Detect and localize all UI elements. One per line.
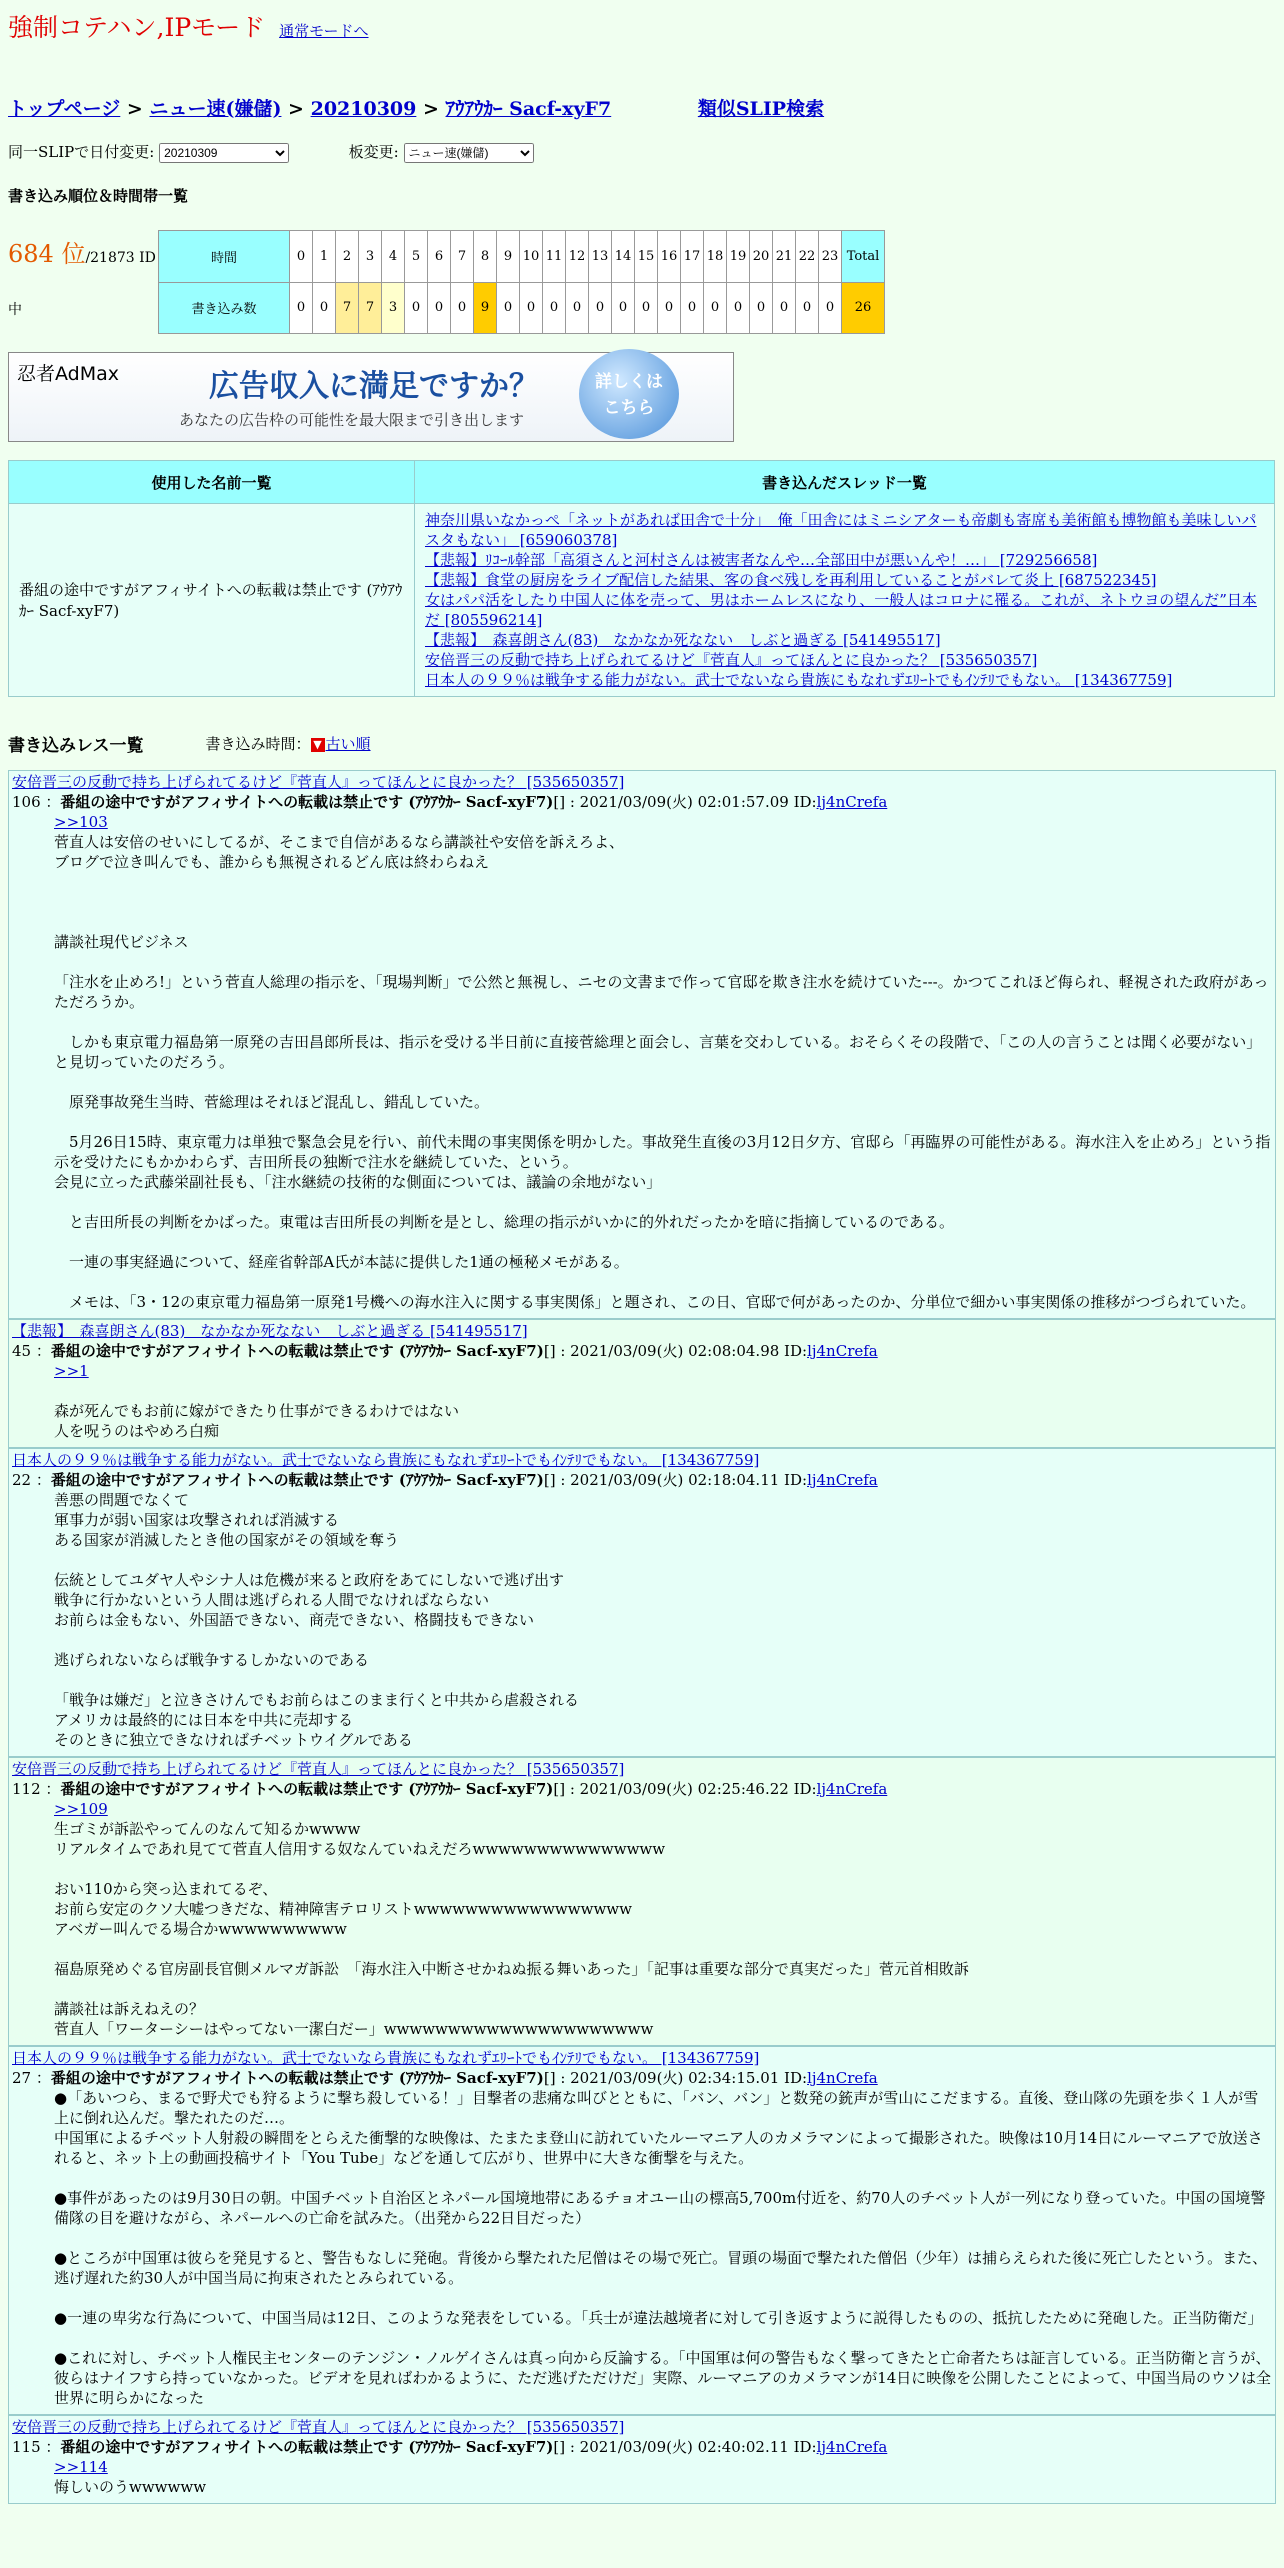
post-body: ●「あいつら、まるで野犬でも狩るように撃ち殺している！」目撃者の悲痛な叫びとともに、「バン、バン」と数発の銃声が雪山にこだまする。直後、登山隊の先頭を歩く１人が雪上に倒れ込んだ。撃たれたのだ…。 中国軍によるチベット人射殺の瞬間をとらえた衝撃的な映像は、たまたま登山に訪れていたルーマニア人のカメラマンによって撮影された。映像は10月14日にルーマニアで放送されると、ネット上の動画投稿サイト「You Tube」などを通して広がり、世界中に大きな衝撃を与えた。 ●事件があったのは9月30日の朝。中国チベット自治区とネパール国境地帯にあるチョオユー山の標高5,700m付近を、約70人のチベット人が一列になり登っていた。中国の国境警備隊の目を避けながら、ネパールへの亡命を試みた。（出発から22日目だった） ●ところが中国軍は彼らを発見すると、警告もなしに発砲。背後から撃たれた尼僧はその場で死亡。冒頭の場面で撃たれた僧侶（少年）は捕らえられた後に死亡したという。また、逃げ遅れた約30人が中国当局に拘束されたとみられている。 ●一連の卑劣な行為について、中国当局は12日、このような発表をしている。「兵士が違法越境者に対して引き返すように説得したものの、抵抗したために発砲した。正当防衛だ」 ●これに対し、チベット人権民主センターのテンジン・ノルゲイさんは真っ向から反論する。「中国軍は何の警告もなく撃ってきたと亡命者たちは証言している。正当防衛と言うが、彼らはナイフすら持っていなかった。ビデオを見ればわかるように、ただ逃げただけだ」実際、ルーマニアのカメラマンが14日に映像を公開したことによって、中国当局のウソは全世界に明らかになった	[54, 2089, 1271, 2407]
used-name: 番組の途中ですがアフィサイトへの転載は禁止です (ｱｳｱｳｶｰ Sacf-xyF7)	[9, 504, 415, 697]
post-body: 森が死んでもお前に嫁ができたり仕事ができるわけではない 人を呪うのはやめろ白痴	[54, 1402, 460, 1440]
post-meta: [] : 2021/03/09(火) 02:01:57.09 ID:	[553, 793, 817, 811]
hour-cell: 8	[474, 231, 497, 283]
count-cell: 7	[336, 282, 359, 334]
count-cell: 3	[382, 282, 405, 334]
hour-cell: 11	[543, 231, 566, 283]
post-body: 善悪の問題でなくて 軍事力が弱い国家は攻撃されれば消滅する ある国家が消滅したとき他の国家がその領域を奪う 伝統としてユダヤ人やシナ人は危機が来ると政府をあてにしないで逃げ出す 戦争に行かないという人間は逃げられる人間でなければならない お前らは金もない、外国語できない、商売できない、格闘技もできない 逃げられないならば戦争するしかないのである 「戦争は嫌だ」と泣きさけんでもお前らはこのまま行くと中共から虐殺される アメリカは最終的には日本を中共に売却する そのときに独立できなければチベットウイグルである	[54, 1491, 580, 1749]
mode-header	[8, 8, 1276, 44]
hour-cell: 22	[796, 231, 819, 283]
hour-cell: 18	[704, 231, 727, 283]
post-number: 45	[12, 1342, 32, 1360]
count-cell: 0	[313, 282, 336, 334]
ranking-block	[8, 230, 1276, 334]
post-meta: [] : 2021/03/09(火) 02:25:46.22 ID:	[553, 1780, 817, 1798]
thread-link[interactable]: 【悲報】 森喜朗さん(83) なかなか死なない しぶと過ぎる [541495517]	[425, 631, 941, 649]
breadcrumb-board-link[interactable]: ニュー速(嫌儲)	[149, 98, 282, 120]
count-cell: 7	[359, 282, 382, 334]
breadcrumb-slip-link[interactable]: ｱｳｱｳｶｰ Sacf-xyF7	[445, 98, 612, 120]
hour-cell: 7	[451, 231, 474, 283]
rank-value: 684 位	[8, 240, 86, 268]
ad-headline: 広告収入に満足ですか？	[209, 369, 539, 404]
post	[8, 1757, 1276, 2046]
post-meta: [] : 2021/03/09(火) 02:34:15.01 ID:	[543, 2069, 808, 2087]
date-change-label: 同一SLIPで日付変更:	[8, 143, 155, 161]
thread-link[interactable]: 神奈川県いなかっぺ「ネットがあれば田舎で十分」 俺「田舎にはミニシアターも帝劇も寄席も美術館も博物館も美味しいパスタもない」 [659060378]	[425, 511, 1257, 549]
post-thread-link[interactable]: 安倍晋三の反動で持ち上げられてるけど『菅直人』ってほんとに良かった？ [535650357]	[12, 1760, 625, 1778]
post-meta: [] : 2021/03/09(火) 02:08:04.98 ID:	[543, 1342, 808, 1360]
post-header: 115 ：番組の途中ですがアフィサイトへの転載は禁止です (ｱｳｱｳｶｰ Sacf-xyF7)[] : 2021/03/09(火) 02:40:02.11 ID:lj4nCrefa	[12, 2438, 888, 2456]
post-author: 番組の途中ですがアフィサイトへの転載は禁止です (ｱｳｱｳｶｰ Sacf-xyF7)	[60, 2438, 554, 2456]
hour-cell: 15	[635, 231, 658, 283]
change-selectors	[8, 141, 1276, 163]
hour-cell: 13	[589, 231, 612, 283]
post-header: 22 ：番組の途中ですがアフィサイトへの転載は禁止です (ｱｳｱｳｶｰ Sacf-xyF7)[] : 2021/03/09(火) 02:18:04.11 ID:lj4nCrefa	[12, 1471, 878, 1489]
count-cell: 0	[612, 282, 635, 334]
post-thread-link[interactable]: 日本人の９９％は戦争する能力がない。武士でないなら貴族にもなれずｴﾘｰﾄでもｲﾝﾃﾘでもない。 [134367759]	[12, 1451, 760, 1469]
normal-mode-link[interactable]: 通常モードへ	[279, 22, 369, 40]
hour-cell: 6	[428, 231, 451, 283]
post-reply-anchor[interactable]: >>103	[54, 813, 108, 831]
post-author: 番組の途中ですがアフィサイトへの転載は禁止です (ｱｳｱｳｶｰ Sacf-xyF7)	[50, 2069, 544, 2087]
count-cell: 0	[819, 282, 842, 334]
hour-cell: 3	[359, 231, 382, 283]
sort-order: 書き込み時間： ▼ 古い順	[205, 735, 371, 753]
post-body: 菅直人は安倍のせいにしてるが、そこまで自信があるなら講談社や安倍を訴えろよ、 ブログで泣き叫んでも、誰からも無視されるどん底は終わらねえ 講談社現代ビジネス 「注水を止めろ!」という菅直人総理の指示を、「現場判断」で公然と無視し、ニセの文書まで作って官邸を欺き注水を続けていた---。かつてこれほど侮られ、軽視された政府があっただろうか。 しかも東京電力福島第一原発の吉田昌郎所長は、指示を受ける半日前に直接菅総理と面会し、言葉を交わしている。おそらくその段階で、「この人の言うことは聞く必要がない」と見切っていたのだろう。 原発事故発生当時、菅総理はそれほど混乱し、錯乱していた。 5月26日15時、東京電力は単独で緊急会見を行い、前代未聞の事実関係を明かした。事故発生直後の3月12日夕方、官邸ら「再臨界の可能性がある。海水注入を止めろ」という指示を受けたにもかかわらず、吉田所長の独断で注水を継続していた、という。 会見に立った武藤栄副社長も、「注水継続の技術的な側面については、議論の余地がない」 と吉田所長の判断をかばった。東電は吉田所長の判断を是とし、総理の指示がいかに的外れだったかを暗に指摘しているのである。 一連の事実経過について、経産省幹部A氏が本誌に提供した1通の極秘メモがある。 メモは、「3・12の東京電力福島第一原発1号機への海水注入に関する事実関係」と題され、この日、官邸で何があったのか、分単位で細かい事実関係の推移がつづられていた。	[54, 833, 1271, 1311]
rank-total-ids: /21873 ID中	[8, 250, 156, 318]
hour-cell: 21	[773, 231, 796, 283]
date-change-select[interactable]	[159, 143, 289, 163]
sort-oldest-link[interactable]: 古い順	[325, 735, 371, 753]
count-label: 書き込み数	[159, 282, 290, 334]
post-id-link[interactable]: lj4nCrefa	[807, 1471, 878, 1489]
post	[8, 1319, 1276, 1448]
hour-cell: 0	[290, 231, 313, 283]
hour-cell: 16	[658, 231, 681, 283]
post-thread-link[interactable]: 安倍晋三の反動で持ち上げられてるけど『菅直人』ってほんとに良かった？ [535650357]	[12, 2418, 625, 2436]
board-change-label: 板変更:	[348, 143, 399, 161]
count-cell: 0	[497, 282, 520, 334]
thread-link[interactable]: 安倍晋三の反動で持ち上げられてるけど『菅直人』ってほんとに良かった？ [535650357]	[425, 651, 1038, 669]
similar-slip-search-link[interactable]: 類似SLIP検索	[697, 98, 825, 120]
post-reply-anchor[interactable]: >>1	[54, 1362, 89, 1380]
count-cell: 0	[681, 282, 704, 334]
post-body: 悔しいのうwwwwww	[54, 2478, 207, 2496]
page-title: 強制コテハン,IPモード	[8, 13, 266, 42]
hour-cell: 2	[336, 231, 359, 283]
ranking-heading: 書き込み順位＆時間帯一覧	[8, 187, 189, 205]
breadcrumb-top-link[interactable]: トップページ	[8, 98, 121, 120]
count-cell: 0	[520, 282, 543, 334]
res-list-header	[8, 731, 1276, 756]
hourly-post-table	[158, 230, 885, 334]
post-author: 番組の途中ですがアフィサイトへの転載は禁止です (ｱｳｱｳｶｰ Sacf-xyF7)	[50, 1471, 544, 1489]
post-author: 番組の途中ですがアフィサイトへの転載は禁止です (ｱｳｱｳｶｰ Sacf-xyF7)	[60, 793, 554, 811]
post-author: 番組の途中ですがアフィサイトへの転載は禁止です (ｱｳｱｳｶｰ Sacf-xyF7)	[50, 1342, 544, 1360]
post-id-link[interactable]: lj4nCrefa	[816, 2438, 888, 2456]
breadcrumb: トップページ > ニュー速(嫌儲) > 20210309 > ｱｳｱｳｶｰ Sacf-xyF7 類似SLIP検索	[8, 98, 825, 120]
post-id-link[interactable]: lj4nCrefa	[816, 1780, 888, 1798]
ad-banner[interactable]	[8, 352, 734, 442]
threads-header: 書き込んだスレッド一覧	[415, 461, 1275, 504]
total-count: 26	[842, 282, 885, 334]
count-cell: 0	[704, 282, 727, 334]
post-number: 22	[12, 1471, 32, 1489]
hour-cell: 20	[750, 231, 773, 283]
sort-down-icon: ▼	[311, 738, 325, 752]
post-meta: [] : 2021/03/09(火) 02:40:02.11 ID:	[553, 2438, 817, 2456]
count-cell: 0	[405, 282, 428, 334]
post-list	[8, 770, 1276, 2504]
post-thread-link[interactable]: 安倍晋三の反動で持ち上げられてるけど『菅直人』ってほんとに良かった？ [535650357]	[12, 773, 625, 791]
res-list-heading: 書き込みレス一覧	[8, 736, 144, 756]
hour-cell: 14	[612, 231, 635, 283]
count-cell: 0	[428, 282, 451, 334]
post-reply-anchor[interactable]: >>114	[54, 2458, 108, 2476]
names-header: 使用した名前一覧	[9, 461, 415, 504]
total-label: Total	[842, 231, 885, 283]
post	[8, 2415, 1276, 2504]
count-cell: 0	[589, 282, 612, 334]
post-meta: [] : 2021/03/09(火) 02:18:04.11 ID:	[543, 1471, 808, 1489]
post-id-link[interactable]: lj4nCrefa	[816, 793, 888, 811]
rank-display	[8, 230, 158, 334]
hour-cell: 9	[497, 231, 520, 283]
hour-cell: 19	[727, 231, 750, 283]
count-cell: 0	[796, 282, 819, 334]
board-change-select[interactable]	[404, 143, 534, 163]
post-id-link[interactable]: lj4nCrefa	[807, 1342, 878, 1360]
count-cell: 0	[750, 282, 773, 334]
count-cell: 0	[451, 282, 474, 334]
hour-cell: 23	[819, 231, 842, 283]
count-cell: 0	[290, 282, 313, 334]
thread-link[interactable]: 【悲報】ﾘｺｰﾙ幹部「高須さんと河村さんは被害者なんや…全部田中が悪いんや！…」 [729256658]	[425, 551, 1098, 569]
hour-cell: 12	[566, 231, 589, 283]
count-cell: 0	[658, 282, 681, 334]
post	[8, 770, 1276, 1319]
post-number: 27	[12, 2069, 32, 2087]
hour-cell: 17	[681, 231, 704, 283]
names-threads-table	[8, 460, 1275, 697]
post	[8, 2046, 1276, 2415]
thread-link[interactable]: 【悲報】食堂の厨房をライブ配信した結果、客の食べ残しを再利用していることがバレて炎上 [687522345]	[425, 571, 1157, 589]
post-thread-link[interactable]: 【悲報】 森喜朗さん(83) なかなか死なない しぶと過ぎる [541495517]	[12, 1322, 528, 1340]
post-header: 27 ：番組の途中ですがアフィサイトへの転載は禁止です (ｱｳｱｳｶｰ Sacf-xyF7)[] : 2021/03/09(火) 02:34:15.01 ID:lj4nCrefa	[12, 2069, 878, 2087]
post-id-link[interactable]: lj4nCrefa	[807, 2069, 878, 2087]
hour-cell: 1	[313, 231, 336, 283]
count-cell: 9	[474, 282, 497, 334]
post-author: 番組の途中ですがアフィサイトへの転載は禁止です (ｱｳｱｳｶｰ Sacf-xyF7)	[60, 1780, 554, 1798]
count-cell: 0	[727, 282, 750, 334]
thread-link[interactable]: 女はパパ活をしたり中国人に体を売って、男はホームレスになり、一般人はコロナに罹る。これが、ネトウヨの望んだ”日本だ [805596214]	[425, 591, 1257, 629]
breadcrumb-date-link[interactable]: 20210309	[310, 98, 417, 120]
hour-cell: 5	[405, 231, 428, 283]
post-number: 115	[12, 2438, 41, 2456]
post-header: 106 ：番組の途中ですがアフィサイトへの転載は禁止です (ｱｳｱｳｶｰ Sacf-xyF7)[] : 2021/03/09(火) 02:01:57.09 ID:lj4nCrefa	[12, 793, 888, 811]
post-thread-link[interactable]: 日本人の９９％は戦争する能力がない。武士でないなら貴族にもなれずｴﾘｰﾄでもｲﾝﾃﾘでもない。 [134367759]	[12, 2049, 760, 2067]
post-number: 112	[12, 1780, 41, 1798]
post-reply-anchor[interactable]: >>109	[54, 1800, 108, 1818]
post-body: 生ゴミが訴訟やってんのなんて知るかwwww リアルタイムであれ見てて菅直人信用する奴なんていねえだろwwwwwwwwwwwwwww おい110から突っ込まれてるぞ、 お前ら安定のクソ大嘘つきだな、精神障害テロリストwwwwwwwwwwwwwwwww アベガー叫んでる場合かwwwwwwwwww 福島原発めぐる官房副長官側メルマガ訴訟 「海水注入中断させかねぬ振る舞いあった」「記事は重要な部分で真実だった」菅元首相敗訴 講談社は訴えねえの？ 菅直人「ワーターシーはやってない一潔白だー」wwwwwwwwwwwwwwwwwwwww	[54, 1820, 969, 2038]
hour-cell: 10	[520, 231, 543, 283]
thread-list	[415, 504, 1275, 697]
hour-cell: 4	[382, 231, 405, 283]
post-header: 45 ：番組の途中ですがアフィサイトへの転載は禁止です (ｱｳｱｳｶｰ Sacf-xyF7)[] : 2021/03/09(火) 02:08:04.98 ID:lj4nCrefa	[12, 1342, 878, 1360]
time-label: 時間	[159, 231, 290, 283]
count-cell: 0	[566, 282, 589, 334]
post-number: 106	[12, 793, 41, 811]
count-cell: 0	[635, 282, 658, 334]
ad-details-button[interactable]: 詳しくは こちら	[579, 349, 679, 439]
thread-link[interactable]: 日本人の９９％は戦争する能力がない。武士でないなら貴族にもなれずｴﾘｰﾄでもｲﾝﾃﾘでもない。 [134367759]	[425, 671, 1173, 689]
post	[8, 1448, 1276, 1757]
count-cell: 0	[543, 282, 566, 334]
count-cell: 0	[773, 282, 796, 334]
ad-subtext: あなたの広告枠の可能性を最大限まで引き出します	[179, 411, 525, 429]
ad-brand: 忍者AdMax	[17, 363, 120, 385]
post-header: 112 ：番組の途中ですがアフィサイトへの転載は禁止です (ｱｳｱｳｶｰ Sacf-xyF7)[] : 2021/03/09(火) 02:25:46.22 ID:lj4nCrefa	[12, 1780, 888, 1798]
